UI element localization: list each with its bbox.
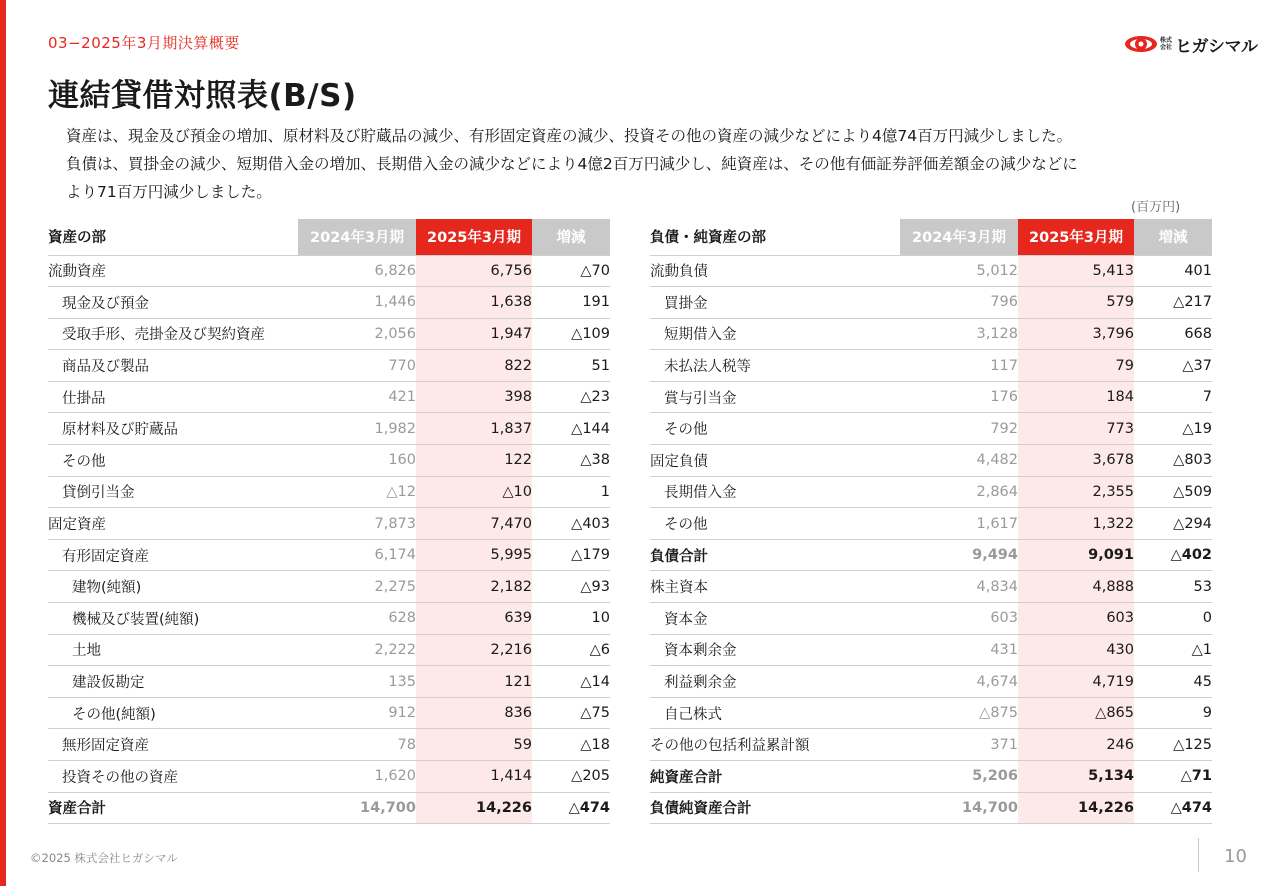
value-2025: 14,226 [416,792,532,824]
row-name: 商品及び製品 [48,350,298,382]
value-change: △93 [532,571,610,603]
value-change: △509 [1134,476,1212,508]
value-change: △23 [532,381,610,413]
value-2024: 2,222 [298,634,416,666]
row-name: 土地 [48,634,298,666]
value-change: △403 [532,508,610,540]
table-row [48,761,610,793]
value-change: 51 [532,350,610,382]
table-row [48,381,610,413]
value-2025: 603 [1018,603,1134,635]
row-name: 資産合計 [48,792,298,824]
table-row [48,287,610,319]
value-2025: 1,947 [416,318,532,350]
assets-table [48,219,610,824]
row-name: 現金及び預金 [48,287,298,319]
value-2024: 117 [900,350,1018,382]
value-2025: 121 [416,666,532,698]
row-name: 流動負債 [650,255,900,287]
table-row [48,445,610,477]
value-change: △179 [532,539,610,571]
row-name: 純資産合計 [650,761,900,793]
value-2025: 822 [416,350,532,382]
value-change: △205 [532,761,610,793]
value-2024: 160 [298,445,416,477]
col-header-diff: 増減 [1134,219,1212,255]
value-2024: 1,617 [900,508,1018,540]
row-name: 資本剰余金 [650,634,900,666]
liabilities-table [650,219,1212,824]
row-name: 賞与引当金 [650,381,900,413]
description [66,122,1186,206]
row-name: 未払法人税等 [650,350,900,382]
value-change: △402 [1134,539,1212,571]
row-name: 固定資産 [48,508,298,540]
value-change: 0 [1134,603,1212,635]
row-name: 短期借入金 [650,318,900,350]
value-change: △294 [1134,508,1212,540]
section-label: 03−2025年3月期決算概要 [48,34,240,52]
table-row [48,697,610,729]
value-2025: 398 [416,381,532,413]
logo-small-text: 株式 会社 [1160,37,1173,51]
page-number: 10 [1224,846,1247,867]
table-row [48,634,610,666]
value-2025: 5,134 [1018,761,1134,793]
row-name: 無形固定資産 [48,729,298,761]
value-change: 7 [1134,381,1212,413]
row-name: 建物(純額) [48,571,298,603]
value-change: △144 [532,413,610,445]
value-2025: 122 [416,445,532,477]
value-2025: 639 [416,603,532,635]
accent-bar [0,0,6,886]
value-2025: 5,413 [1018,255,1134,287]
row-name: 流動資産 [48,255,298,287]
value-2024: △875 [900,697,1018,729]
row-name: 資本金 [650,603,900,635]
table-row [650,729,1212,761]
value-change: 401 [1134,255,1212,287]
footer-divider [1198,838,1199,872]
col-header-curr: 2025年3月期 [416,219,532,255]
table-row [48,571,610,603]
value-2024: 628 [298,603,416,635]
table-row [48,792,610,824]
value-2024: 4,674 [900,666,1018,698]
value-change: 191 [532,287,610,319]
col-header-name: 負債・純資産の部 [650,219,900,255]
table-row [48,508,610,540]
value-2024: 176 [900,381,1018,413]
col-header-prev: 2024年3月期 [298,219,416,255]
value-2024: 6,174 [298,539,416,571]
copyright: ©2025 株式会社ヒガシマル [30,851,178,865]
row-name: 自己株式 [650,697,900,729]
value-2024: 2,056 [298,318,416,350]
value-2025: 2,182 [416,571,532,603]
row-name: 原材料及び貯蔵品 [48,413,298,445]
value-2025: 579 [1018,287,1134,319]
table-row [48,729,610,761]
company-logo [1124,30,1258,58]
value-change: △18 [532,729,610,761]
value-2024: 912 [298,697,416,729]
table-header-row [650,219,1212,255]
value-change: △38 [532,445,610,477]
table-row [650,255,1212,287]
value-2024: 1,982 [298,413,416,445]
table-row [650,508,1212,540]
value-2025: 1,638 [416,287,532,319]
value-2024: 770 [298,350,416,382]
logo-text: ヒガシマル [1175,36,1258,57]
value-change: △803 [1134,445,1212,477]
value-change: 1 [532,476,610,508]
value-change: 668 [1134,318,1212,350]
table-row [650,413,1212,445]
value-2025: 3,678 [1018,445,1134,477]
row-name: その他(純額) [48,697,298,729]
value-change: △6 [532,634,610,666]
value-2025: 184 [1018,381,1134,413]
col-header-name: 資産の部 [48,219,298,255]
value-2025: 246 [1018,729,1134,761]
value-change: △75 [532,697,610,729]
value-2025: 59 [416,729,532,761]
row-name: その他 [48,445,298,477]
row-name: 有形固定資産 [48,539,298,571]
value-2025: 1,322 [1018,508,1134,540]
value-2024: 421 [298,381,416,413]
table-row [650,445,1212,477]
value-2025: 773 [1018,413,1134,445]
row-name: 仕掛品 [48,381,298,413]
row-name: 負債合計 [650,539,900,571]
table-row [48,603,610,635]
value-2025: △865 [1018,697,1134,729]
value-2024: 792 [900,413,1018,445]
table-row [650,634,1212,666]
value-change: 53 [1134,571,1212,603]
table-row [650,603,1212,635]
table-row [650,792,1212,824]
value-2024: 1,446 [298,287,416,319]
row-name: 機械及び装置(純額) [48,603,298,635]
row-name: 利益剰余金 [650,666,900,698]
value-2024: 5,012 [900,255,1018,287]
table-row [48,255,610,287]
value-2025: 2,216 [416,634,532,666]
value-2024: 14,700 [900,792,1018,824]
value-change: 45 [1134,666,1212,698]
table-row [650,697,1212,729]
value-change: 9 [1134,697,1212,729]
table-row [650,761,1212,793]
value-2024: 2,864 [900,476,1018,508]
value-2024: 9,494 [900,539,1018,571]
table-row [48,666,610,698]
value-2024: 14,700 [298,792,416,824]
table-row [650,318,1212,350]
table-row [48,350,610,382]
value-2025: 3,796 [1018,318,1134,350]
row-name: 投資その他の資産 [48,761,298,793]
table-row [650,287,1212,319]
value-2024: 78 [298,729,416,761]
value-change: △71 [1134,761,1212,793]
value-2025: 1,414 [416,761,532,793]
table-row [48,318,610,350]
value-2024: 603 [900,603,1018,635]
table-row [650,571,1212,603]
value-2024: 6,826 [298,255,416,287]
row-name: 建設仮勘定 [48,666,298,698]
value-2025: 79 [1018,350,1134,382]
value-change: △37 [1134,350,1212,382]
value-change: △474 [1134,792,1212,824]
value-change: △109 [532,318,610,350]
row-name: その他 [650,508,900,540]
value-2024: 2,275 [298,571,416,603]
value-2024: 4,834 [900,571,1018,603]
value-change: △19 [1134,413,1212,445]
value-2024: 1,620 [298,761,416,793]
row-name: その他の包括利益累計額 [650,729,900,761]
value-2025: 7,470 [416,508,532,540]
description-line: より71百万円減少しました。 [66,183,272,201]
value-change: △14 [532,666,610,698]
value-2025: 1,837 [416,413,532,445]
value-2025: 430 [1018,634,1134,666]
value-2025: 6,756 [416,255,532,287]
value-2024: 796 [900,287,1018,319]
value-change: △217 [1134,287,1212,319]
value-change: △1 [1134,634,1212,666]
value-2024: 4,482 [900,445,1018,477]
row-name: 固定負債 [650,445,900,477]
row-name: 株主資本 [650,571,900,603]
description-line: 負債は、買掛金の減少、短期借入金の増加、長期借入金の減少などにより4億2百万円減少し、純資産は、その他有価証券評価差額金の減少などに [66,155,1078,173]
row-name: 貸倒引当金 [48,476,298,508]
table-row [48,539,610,571]
value-2024: 5,206 [900,761,1018,793]
value-change: △125 [1134,729,1212,761]
col-header-diff: 増減 [532,219,610,255]
value-2025: 4,719 [1018,666,1134,698]
value-2025: 2,355 [1018,476,1134,508]
value-2024: 431 [900,634,1018,666]
description-line: 資産は、現金及び預金の増加、原材料及び貯蔵品の減少、有形固定資産の減少、投資その他の資産の減少などにより4億74百万円減少しました。 [66,127,1073,145]
table-row [650,666,1212,698]
value-2024: 7,873 [298,508,416,540]
table-row [48,476,610,508]
value-2024: 371 [900,729,1018,761]
row-name: その他 [650,413,900,445]
row-name: 受取手形、売掛金及び契約資産 [48,318,298,350]
table-row [650,539,1212,571]
value-2025: 9,091 [1018,539,1134,571]
value-2024: 3,128 [900,318,1018,350]
value-2024: △12 [298,476,416,508]
table-row [650,381,1212,413]
unit-label: (百万円) [1131,200,1181,215]
value-2025: 5,995 [416,539,532,571]
value-2024: 135 [298,666,416,698]
value-2025: 4,888 [1018,571,1134,603]
value-change: △70 [532,255,610,287]
value-2025: 836 [416,697,532,729]
table-header-row [48,219,610,255]
table-row [48,413,610,445]
page-title: 連結貸借対照表(B/S) [48,78,357,114]
value-2025: △10 [416,476,532,508]
col-header-curr: 2025年3月期 [1018,219,1134,255]
col-header-prev: 2024年3月期 [900,219,1018,255]
logo-mark-icon [1124,30,1158,58]
value-2025: 14,226 [1018,792,1134,824]
value-change: 10 [532,603,610,635]
row-name: 長期借入金 [650,476,900,508]
value-change: △474 [532,792,610,824]
row-name: 買掛金 [650,287,900,319]
row-name: 負債純資産合計 [650,792,900,824]
table-row [650,476,1212,508]
table-row [650,350,1212,382]
